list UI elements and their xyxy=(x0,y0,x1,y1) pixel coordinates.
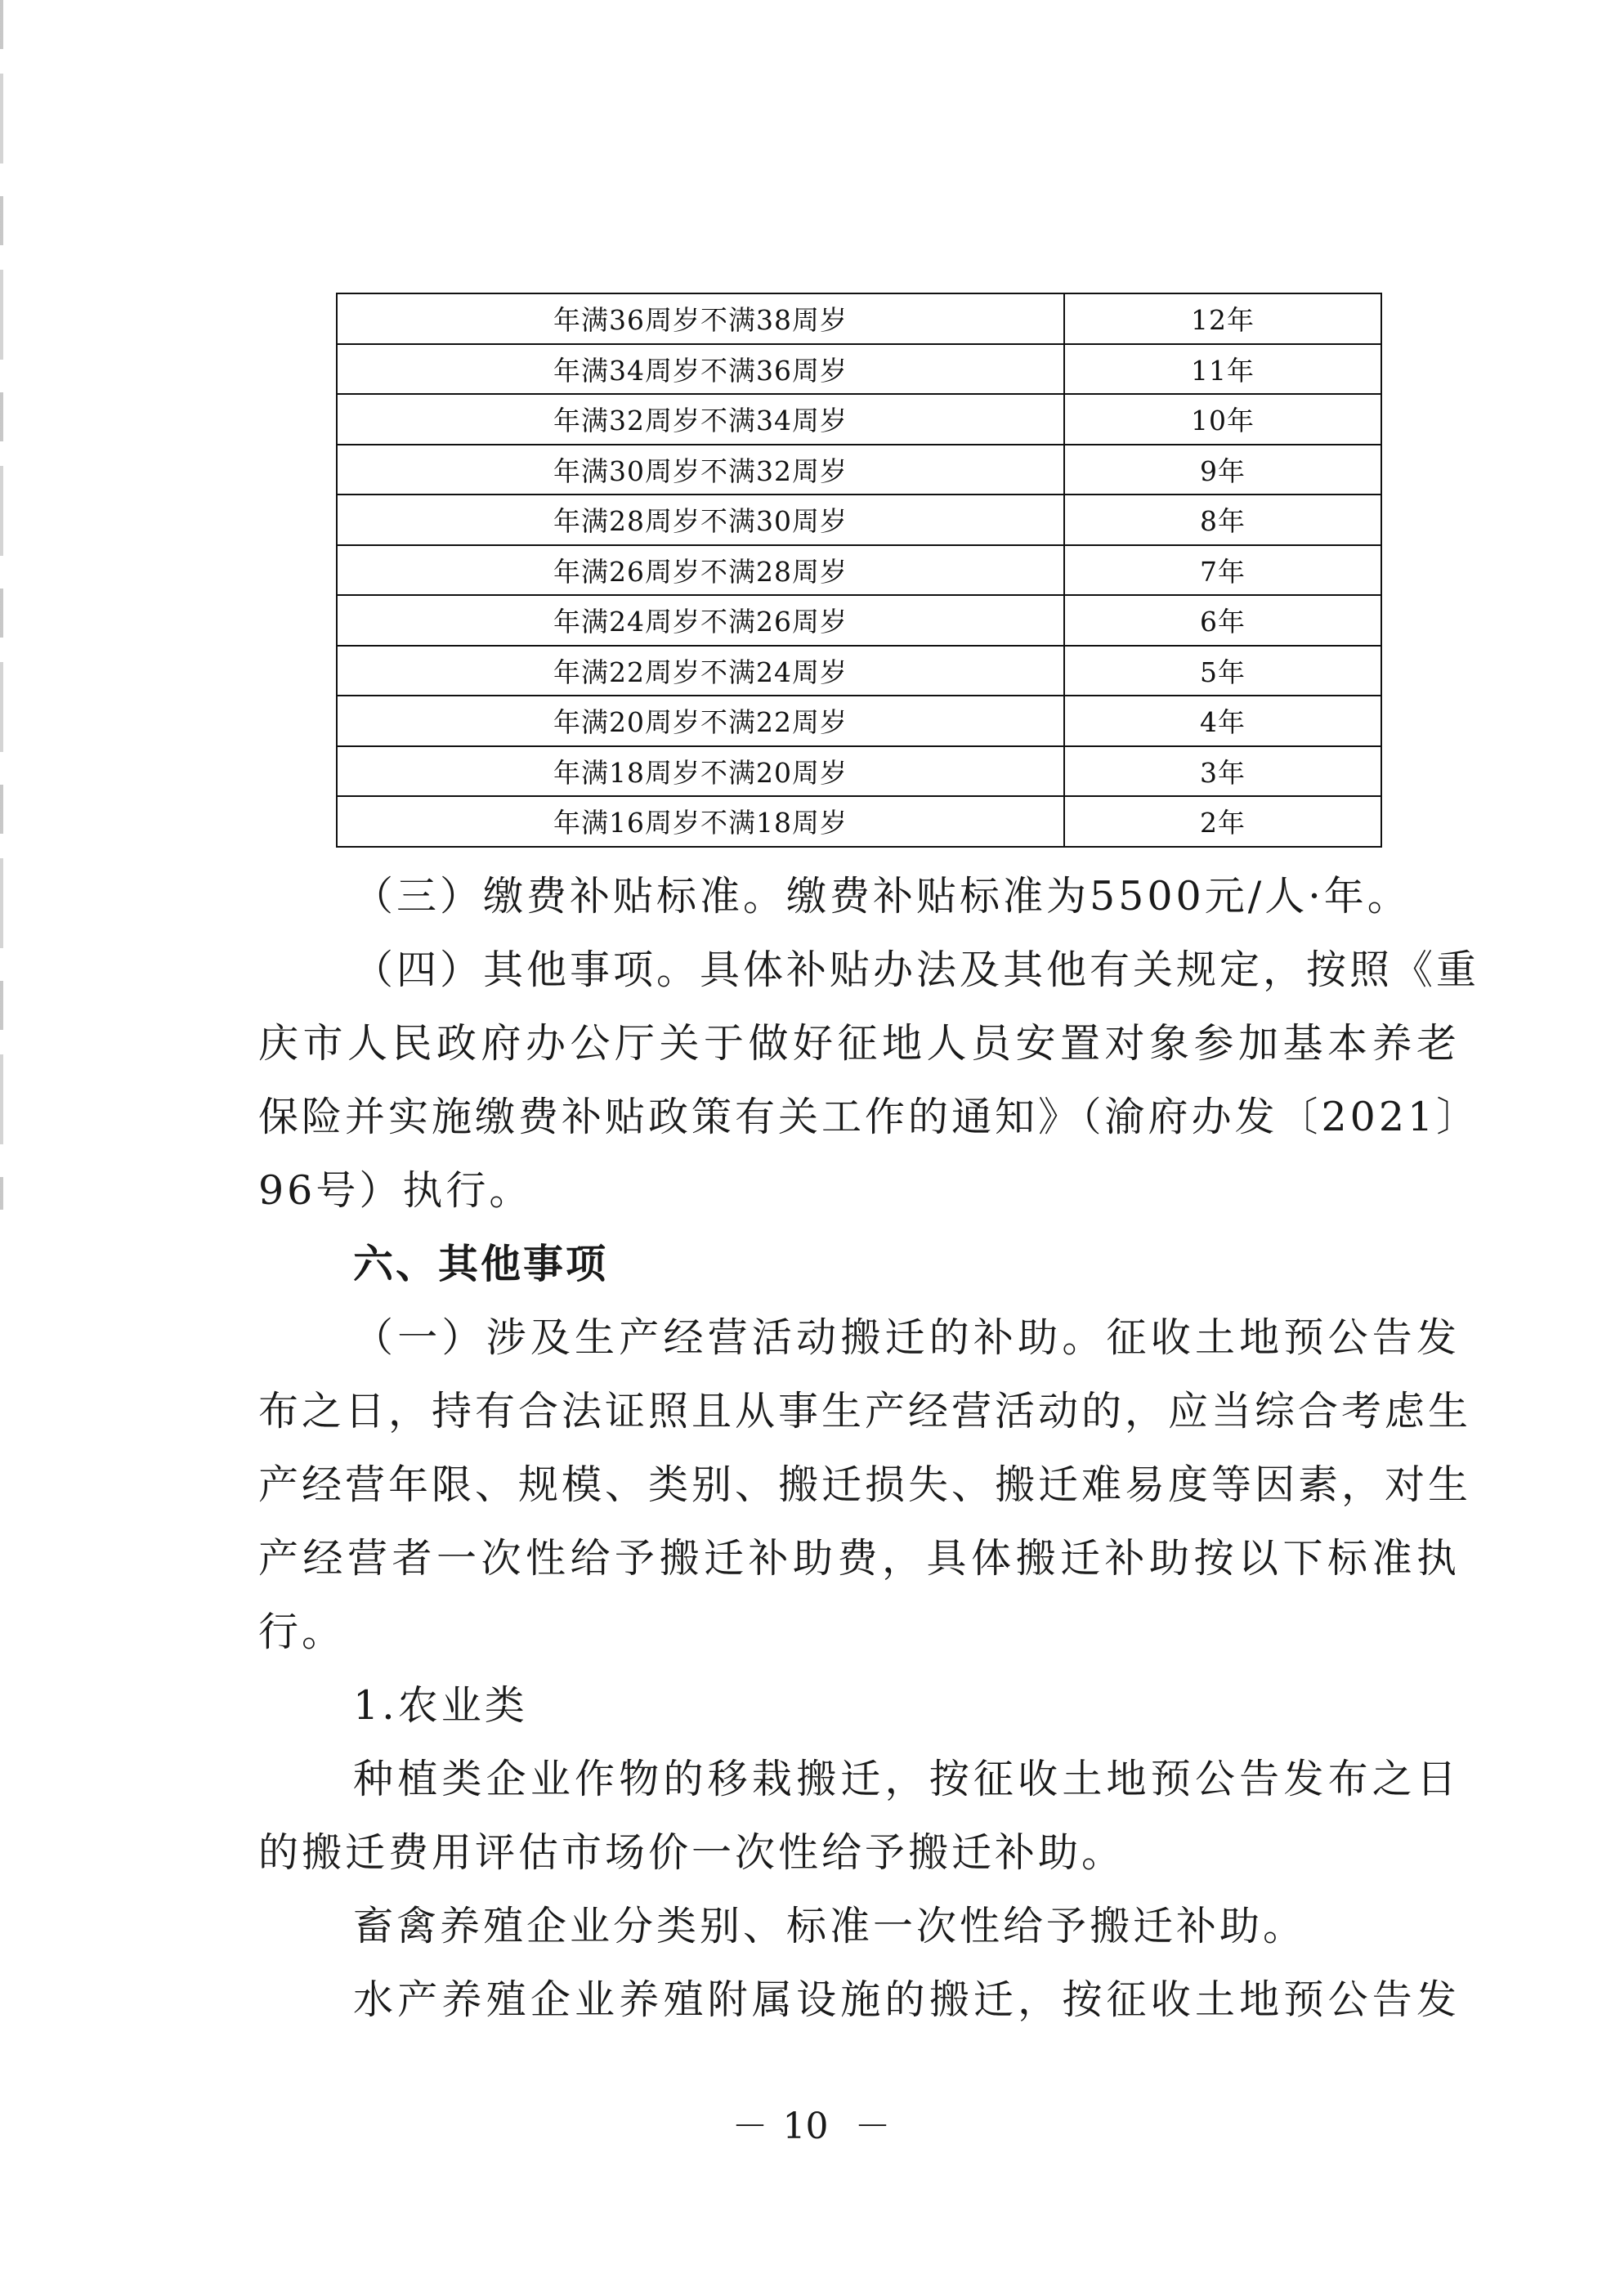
years-cell: 10年 xyxy=(1064,394,1381,445)
age-range-cell: 年满24周岁不满26周岁 xyxy=(337,595,1064,646)
age-range-cell: 年满18周岁不满20周岁 xyxy=(337,746,1064,797)
years-cell: 4年 xyxy=(1064,696,1381,746)
page-number xyxy=(0,2097,1611,2149)
age-range-cell: 年满20周岁不满22周岁 xyxy=(337,696,1064,746)
years-cell: 8年 xyxy=(1064,495,1381,545)
age-range-cell: 年满34周岁不满36周岁 xyxy=(337,344,1064,395)
scan-edge-artifact xyxy=(0,0,3,1210)
age-range-cell: 年满30周岁不满32周岁 xyxy=(337,445,1064,495)
other-matters-paragraph-line: （四）其他事项。具体补贴办法及其他有关规定，按照《重 xyxy=(353,947,1480,993)
years-cell: 5年 xyxy=(1064,646,1381,696)
aquaculture-paragraph-line: 水产养殖企业养殖附属设施的搬迁，按征收土地预公告发 xyxy=(353,1976,1460,2023)
page-number-dash-left: － xyxy=(732,2106,768,2147)
age-range-cell: 年满26周岁不满28周岁 xyxy=(337,545,1064,596)
table-row xyxy=(337,293,1381,344)
relocation-paragraph-line: 产经营者一次性给予搬迁补助费，具体搬迁补助按以下标准执 xyxy=(258,1535,1460,1582)
years-cell: 3年 xyxy=(1064,746,1381,797)
table-row xyxy=(337,746,1381,797)
table-row xyxy=(337,595,1381,646)
table-row xyxy=(337,796,1381,847)
page-number-dash-right: － xyxy=(854,2106,891,2147)
other-matters-paragraph-line: 庆市人民政府办公厅关于做好征地人员安置对象参加基本养老 xyxy=(258,1020,1460,1067)
table-row xyxy=(337,344,1381,395)
table-row xyxy=(337,495,1381,545)
years-cell: 9年 xyxy=(1064,445,1381,495)
table-row xyxy=(337,445,1381,495)
relocation-paragraph-line: 行。 xyxy=(258,1609,346,1655)
subheading-agriculture: 1.农业类 xyxy=(353,1682,528,1729)
planting-paragraph-line: 种植类企业作物的移栽搬迁，按征收土地预公告发布之日 xyxy=(353,1756,1460,1802)
table-row xyxy=(337,545,1381,596)
other-matters-paragraph-line: 保险并实施缴费补贴政策有关工作的通知》（渝府办发〔2021〕 xyxy=(258,1094,1480,1140)
years-cell: 6年 xyxy=(1064,595,1381,646)
years-cell: 11年 xyxy=(1064,344,1381,395)
table-row xyxy=(337,696,1381,746)
page-number-value: 10 xyxy=(782,2106,829,2147)
years-cell: 2年 xyxy=(1064,796,1381,847)
subsidy-standard-paragraph: （三）缴费补贴标准。缴费补贴标准为5500元/人·年。 xyxy=(353,873,1411,920)
relocation-paragraph-line: 产经营年限、规模、类别、搬迁损失、搬迁难易度等因素，对生 xyxy=(258,1461,1472,1508)
relocation-paragraph-line: （一）涉及生产经营活动搬迁的补助。征收土地预公告发 xyxy=(353,1314,1460,1361)
relocation-paragraph-line: 布之日，持有合法证照且从事生产经营活动的，应当综合考虑生 xyxy=(258,1388,1472,1434)
years-cell: 12年 xyxy=(1064,293,1381,344)
livestock-paragraph: 畜禽养殖企业分类别、标准一次性给予搬迁补助。 xyxy=(353,1903,1307,1949)
age-range-cell: 年满32周岁不满34周岁 xyxy=(337,394,1064,445)
section-heading: 六、其他事项 xyxy=(353,1241,609,1287)
table-row xyxy=(337,394,1381,445)
age-range-cell: 年满28周岁不满30周岁 xyxy=(337,495,1064,545)
planting-paragraph-line: 的搬迁费用评估市场价一次性给予搬迁补助。 xyxy=(258,1829,1125,1876)
years-cell: 7年 xyxy=(1064,545,1381,596)
age-range-cell: 年满36周岁不满38周岁 xyxy=(337,293,1064,344)
other-matters-paragraph-line: 96号）执行。 xyxy=(258,1167,533,1214)
age-range-cell: 年满16周岁不满18周岁 xyxy=(337,796,1064,847)
age-range-cell: 年满22周岁不满24周岁 xyxy=(337,646,1064,696)
age-years-table xyxy=(336,293,1382,848)
table-row xyxy=(337,646,1381,696)
